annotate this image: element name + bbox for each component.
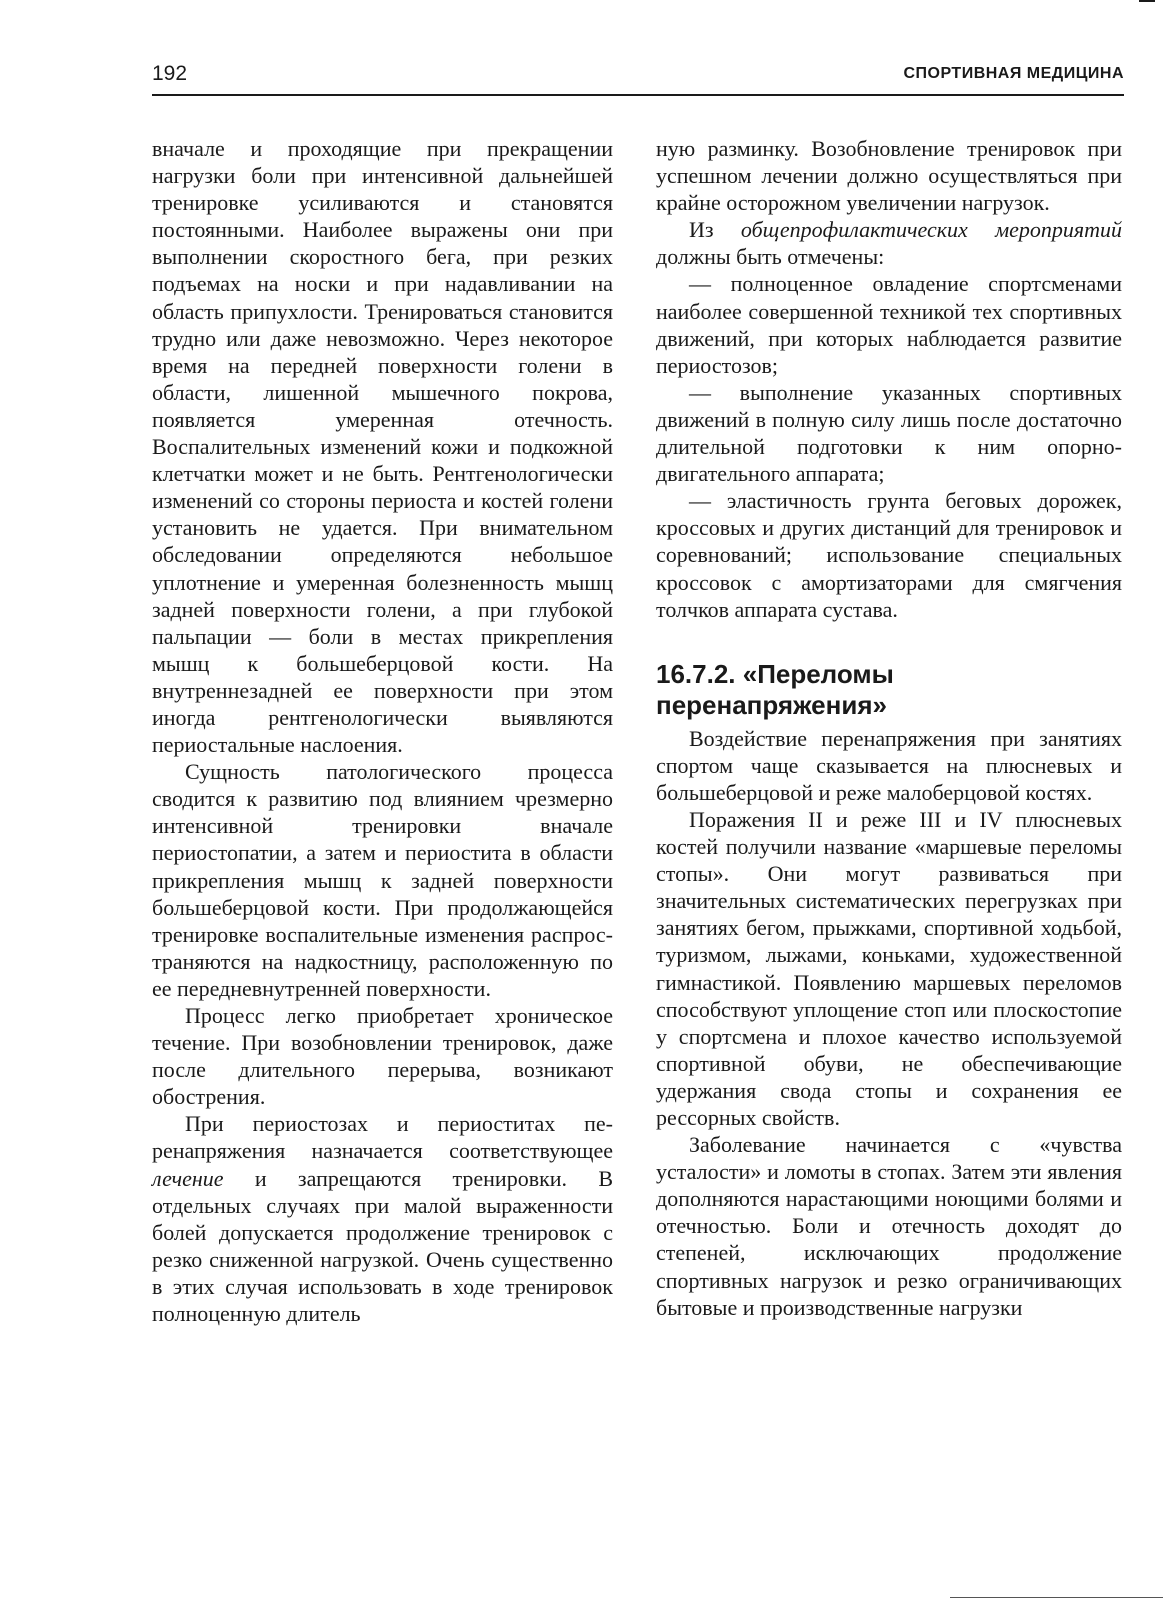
right-paragraph-1: ную разминку. Возобновление тренировок при успешном лечении должно осуществляться при крайне осторожном увеличении нагрузок. (656, 136, 1122, 216)
right-paragraph-2 (656, 216, 1122, 270)
emphasis-prevention: общепрофилактических мероприятий (740, 217, 1122, 243)
right-paragraph-3: Воздействие перенапряжения при занятиях спортом чаще сказывается на плюсневых и большеберцовой и реже малоберцовой костях. (656, 725, 1122, 805)
list-item: — эластичность грунта беговых дорожек, кроссовых и других дистанций для тренировок и соревнований; использование специальных кроссовок с амортизаторами для смягчения толчков аппарата сустава. (656, 488, 1122, 622)
right-paragraph-5: Заболевание начинается с «чувства усталости» и ломоты в стопах. Затем эти явления дополняются нарастающими ноющими болями и отечностью. Боли и отечность доходят до степеней, исключающих продолжение спортивных нагрузок и резко ограничивающих бытовые и производственные нагрузки (656, 1132, 1122, 1320)
list-item: — полноценное овладение спортсменами наиболее совершенной техникой тех спортивных движений, при которых наблюдается развитие периостозов; (656, 271, 1122, 378)
running-head: СПОРТИВНАЯ МЕДИЦИНА (903, 65, 1124, 82)
corner-scan-mark (1139, 0, 1155, 8)
left-paragraph-1: вначале и проходящие при прекращении нагрузки боли при интенсивной дальнейшей тренировке усиливаются и становятся постоянными. Наиболее выражены они при выполнении скоростного бега, при резких подъемах на носки и при надавливании на область припухлости. Тренироваться становится трудно или даже невозможно. Через некоторое время на передней поверхности голени в области, лишенной мышечного покрова, появляется умеренная отечность. Воспалительных изменений кожи и подкожной клетчатки может и не быть. Рентгенологически изменений со стороны периоста и костей голени установить не удается. При внимательном обследовании определяются небольшое уплотнение и умеренная болезненность мышц задней поверхности голени, а при глубокой пальпации — боли в местах прикрепления мышц к большеберцовой кости. На внутреннезадней ее поверхности при этом иногда рентгенологически выявляются периостальные наслоения. (152, 136, 613, 758)
left-column (152, 135, 613, 1327)
right-paragraph-2-end: должны быть отмечены: (656, 244, 885, 270)
right-paragraph-4: Поражения II и реже III и IV плюсневых костей получили название «маршевые переломы стопы». Они могут развиваться при значительных систематических перегрузках при занятиях бегом, прыжками, спортивной ходьбой, туризмом, лыжами, коньками, художественной гимнастикой. Появлению маршевых переломов способствуют уплощение стоп или плоскостопие у спортсмена и плохое качество используемой спортивной обуви, не обеспечивающие удержания свода стопы и сохранения ее рессорных свойств. (656, 806, 1122, 1130)
left-paragraph-4 (152, 1110, 613, 1327)
right-paragraph-2-start: Из (689, 217, 741, 243)
page-number: 192 (152, 62, 188, 85)
emphasis-treatment: лечение (152, 1165, 224, 1191)
page-header (152, 62, 1124, 96)
bottom-rule (950, 1597, 1163, 1598)
left-paragraph-3: Процесс легко приобретает хроническое течение. При возобновлении тренировок, даже после длительного перерыва, возникают обострения. (152, 1003, 613, 1110)
section-heading: 16.7.2. «Переломы перенапряжения» (656, 658, 894, 720)
left-paragraph-4-start: При периостозах и периоститах перенапряжения назначается соответствующее (152, 1111, 613, 1164)
left-paragraph-4-end: и запрещаются тренировки. В отдельных случаях при малой выраженности болей допускается продолжение тренировок с резко сниженной нагрузкой. Очень существенно в этих случая использовать в ходе тренировок полноценную длитель (152, 1165, 613, 1327)
list-item: — выполнение указанных спортивных движений в полную силу лишь после достаточно длительной подготовки к ним опорно-двигательного аппарата; (656, 379, 1122, 487)
right-column (656, 135, 1122, 1321)
left-paragraph-2: Сущность патологического процесса сводится к развитию под влиянием чрезмерно интенсивной тренировки вначале периостопатии, а затем и периостита в области прикрепления мышц к задней поверхности большеберцовой кости. При продолжающейся тренировке воспалительные изменения распространяются на надкостницу, расположенную по ее передневнутренней поверхности. (152, 759, 613, 1001)
